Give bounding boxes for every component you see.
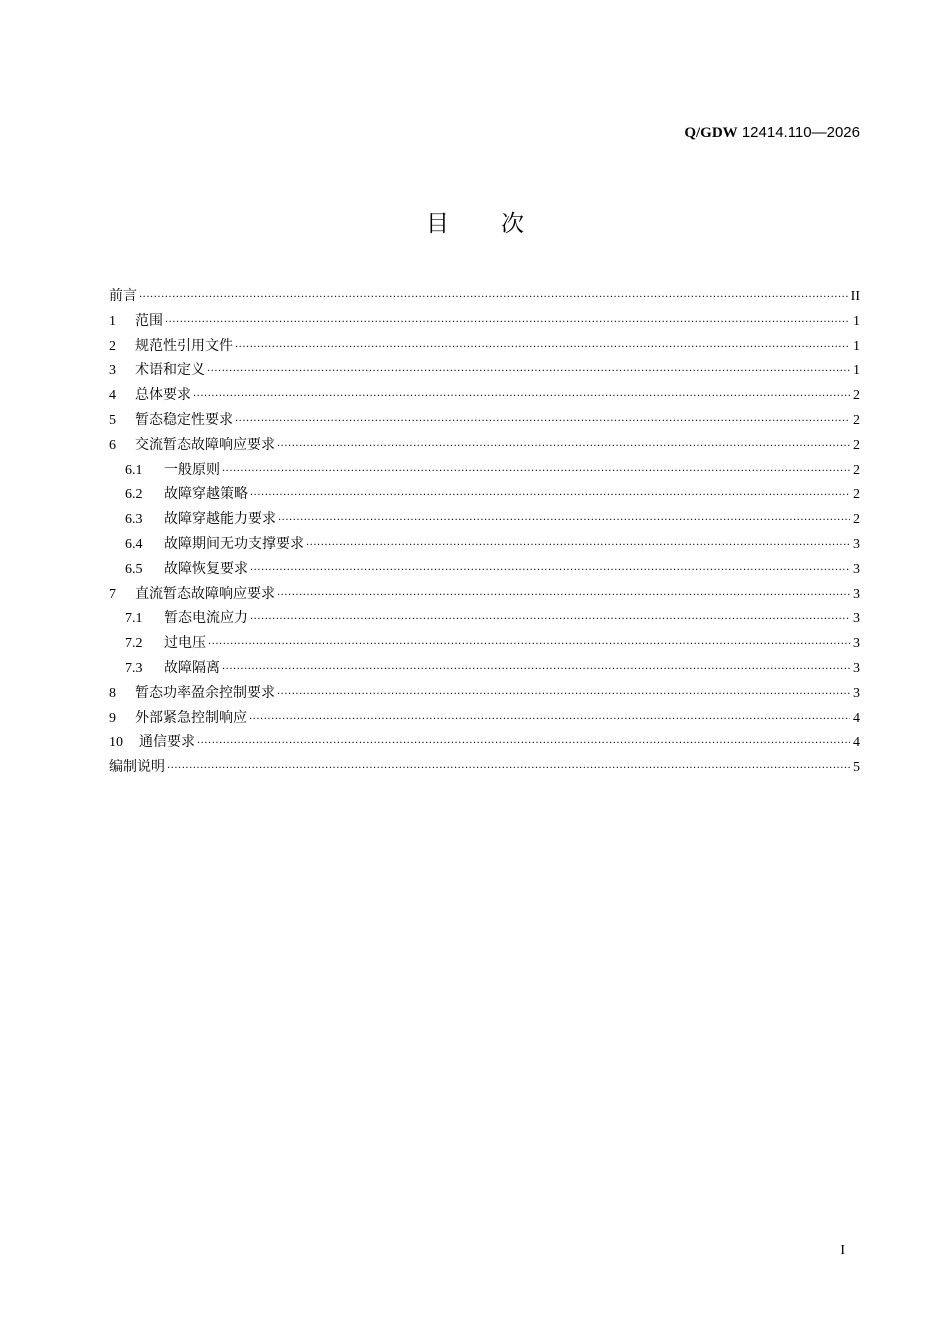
standard-code-number: 12414.110—2026 <box>737 124 860 141</box>
toc-entry-label: 编制说明 <box>109 759 165 776</box>
toc-entry-label: 总体要求 <box>135 387 191 404</box>
toc-entry-page: 3 <box>853 586 860 602</box>
toc-entry-page: 3 <box>853 561 860 577</box>
toc-entry-label: 外部紧急控制响应 <box>135 709 247 726</box>
toc-entry-label: 故障穿越策略 <box>164 486 248 503</box>
toc-leader-dots <box>250 484 850 509</box>
toc-leader-dots <box>249 708 850 733</box>
toc-entry-number: 10 <box>109 735 123 751</box>
toc-entry-label: 通信要求 <box>139 734 195 751</box>
toc-leader-dots <box>193 385 850 410</box>
toc-entry-page: 3 <box>853 660 860 676</box>
toc-entry-number: 6.1 <box>125 462 143 478</box>
toc-leader-dots <box>207 360 850 385</box>
title-char-2: 次 <box>501 211 524 237</box>
toc-entry-label: 交流暂态故障响应要求 <box>135 436 275 453</box>
toc-entry[interactable] <box>109 482 860 507</box>
toc-entry-number: 8 <box>109 685 116 701</box>
toc-entry[interactable] <box>109 755 860 780</box>
page-number: I <box>840 1243 845 1258</box>
toc-entry-label: 故障穿越能力要求 <box>164 511 276 528</box>
toc-entry-number: 9 <box>109 710 116 726</box>
toc-entry[interactable] <box>109 631 860 656</box>
toc-entry[interactable] <box>109 458 860 483</box>
toc-entry-number: 5 <box>109 412 116 428</box>
toc-entry-label: 过电压 <box>164 635 206 652</box>
page-title <box>0 205 950 238</box>
toc-entry-page: II <box>850 289 860 304</box>
toc-entry-page: 4 <box>853 735 860 751</box>
toc-entry-label: 故障隔离 <box>164 659 220 676</box>
toc-entry-page: 2 <box>853 462 860 478</box>
toc-leader-dots <box>278 509 850 534</box>
toc-leader-dots <box>197 732 850 757</box>
toc-leader-dots <box>235 410 850 435</box>
toc-leader-dots <box>165 311 850 336</box>
toc-entry[interactable] <box>109 507 860 532</box>
toc-entry[interactable] <box>109 284 860 309</box>
toc-leader-dots <box>167 757 850 782</box>
toc-entry-page: 3 <box>853 611 860 627</box>
toc-entry[interactable] <box>109 309 860 334</box>
toc-entry-number: 2 <box>109 338 116 354</box>
standard-code-prefix: Q/GDW <box>684 125 738 141</box>
toc-entry-page: 2 <box>853 487 860 503</box>
toc-entry-label: 暂态稳定性要求 <box>135 411 233 428</box>
toc-entry-label: 规范性引用文件 <box>135 337 233 354</box>
toc-entry[interactable] <box>109 532 860 557</box>
toc-entry-label: 暂态电流应力 <box>164 610 248 627</box>
toc-entry[interactable] <box>109 557 860 582</box>
toc-entry-number: 4 <box>109 388 116 404</box>
toc-entry[interactable] <box>109 433 860 458</box>
toc-entry[interactable] <box>109 681 860 706</box>
toc-entry[interactable] <box>109 358 860 383</box>
toc-leader-dots <box>306 534 850 559</box>
toc-leader-dots <box>222 658 850 683</box>
toc-entry-page: 2 <box>853 437 860 453</box>
toc-entry-page: 1 <box>853 338 860 354</box>
toc-entry-label: 暂态功率盈余控制要求 <box>135 684 275 701</box>
toc-leader-dots <box>139 286 849 311</box>
toc-leader-dots <box>277 435 850 460</box>
toc-entry[interactable] <box>109 383 860 408</box>
toc-leader-dots <box>250 608 850 633</box>
toc-entry[interactable] <box>109 334 860 359</box>
toc-entry-label: 故障恢复要求 <box>164 560 248 577</box>
toc-leader-dots <box>277 584 850 609</box>
toc-entry-number: 6.5 <box>125 561 143 577</box>
toc-leader-dots <box>208 633 850 658</box>
toc-entry-page: 1 <box>853 363 860 379</box>
toc-leader-dots <box>277 683 850 708</box>
toc-entry-page: 3 <box>853 636 860 652</box>
toc-entry[interactable] <box>109 706 860 731</box>
toc-entry-number: 6.4 <box>125 536 143 552</box>
toc-entry-number: 7 <box>109 586 116 602</box>
toc-entry-page: 3 <box>853 536 860 552</box>
toc-entry-number: 7.2 <box>125 636 143 652</box>
toc-entry-page: 2 <box>853 388 860 404</box>
toc-entry-number: 7.1 <box>125 611 143 627</box>
toc-entry-page: 4 <box>853 710 860 726</box>
toc-entry-label: 直流暂态故障响应要求 <box>135 585 275 602</box>
table-of-contents <box>109 284 860 780</box>
toc-entry-number: 6 <box>109 437 116 453</box>
toc-entry-label: 范围 <box>135 312 163 329</box>
toc-entry-page: 1 <box>853 313 860 329</box>
standard-code <box>684 124 860 142</box>
toc-entry-label: 一般原则 <box>164 461 220 478</box>
toc-entry-label: 前言 <box>109 288 137 304</box>
toc-entry-page: 2 <box>853 512 860 528</box>
toc-entry[interactable] <box>109 606 860 631</box>
toc-entry-number: 1 <box>109 313 116 329</box>
toc-entry[interactable] <box>109 408 860 433</box>
toc-entry-label: 故障期间无功支撑要求 <box>164 535 304 552</box>
toc-entry[interactable] <box>109 730 860 755</box>
toc-entry-page: 2 <box>853 412 860 428</box>
toc-entry-number: 3 <box>109 363 116 379</box>
toc-entry[interactable] <box>109 582 860 607</box>
toc-entry[interactable] <box>109 656 860 681</box>
title-char-1: 目 <box>426 211 449 237</box>
toc-entry-number: 6.2 <box>125 487 143 503</box>
toc-leader-dots <box>250 559 850 584</box>
toc-entry-number: 7.3 <box>125 660 143 676</box>
toc-leader-dots <box>222 460 850 485</box>
toc-leader-dots <box>235 336 850 361</box>
toc-entry-page: 5 <box>853 760 860 776</box>
toc-entry-label: 术语和定义 <box>135 362 205 379</box>
toc-entry-number: 6.3 <box>125 512 143 528</box>
toc-entry-page: 3 <box>853 685 860 701</box>
